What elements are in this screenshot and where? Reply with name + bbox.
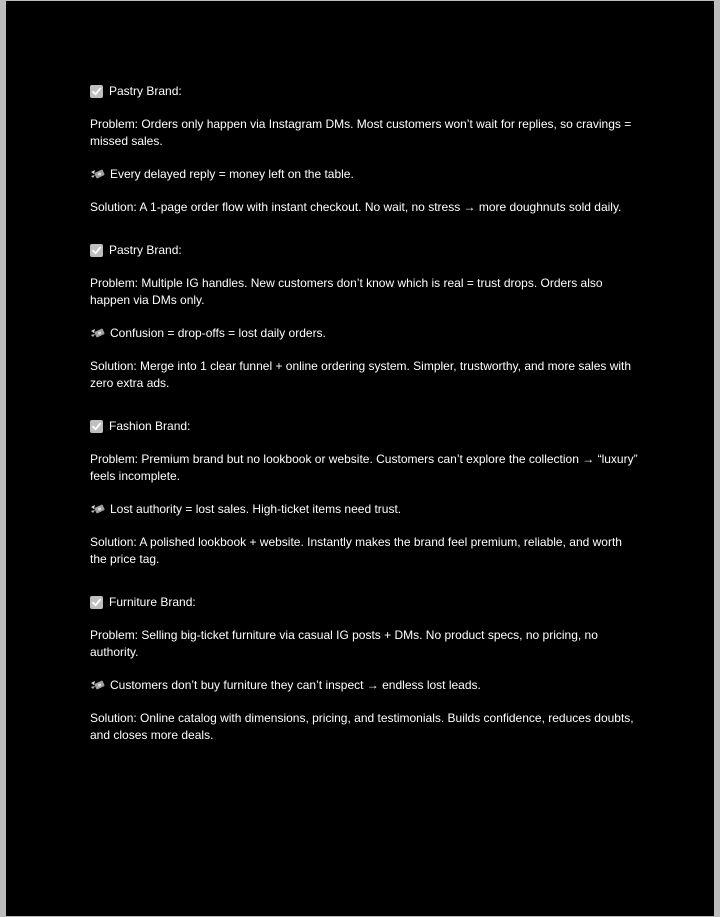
- section-heading: [90, 418, 638, 435]
- document-content: [90, 83, 638, 770]
- impact-line: [90, 677, 638, 694]
- section-heading: [90, 83, 638, 100]
- impact-text: Confusion = drop-offs = lost daily orders.: [110, 326, 326, 340]
- check-mark-button-icon: [90, 596, 103, 609]
- impact-line: [90, 325, 638, 342]
- case-study-section: [90, 83, 638, 216]
- solution-text: Solution: Online catalog with dimensions, pricing, and testimonials. Builds confidence, reduces doubts, and closes more deals.: [90, 711, 634, 742]
- section-heading-text: Fashion Brand:: [109, 419, 191, 433]
- impact-text: Customers don’t buy furniture they can’t inspect → endless lost leads.: [110, 678, 481, 692]
- impact-line: [90, 501, 638, 518]
- case-study-section: [90, 418, 638, 568]
- case-study-section: [90, 594, 638, 744]
- section-heading-text: Furniture Brand:: [109, 595, 196, 609]
- solution-text: Solution: A 1-page order flow with instant checkout. No wait, no stress → more doughnuts sold daily.: [90, 200, 622, 214]
- section-heading-text: Pastry Brand:: [109, 243, 182, 257]
- impact-text: Lost authority = lost sales. High-ticket items need trust.: [110, 502, 402, 516]
- check-mark-button-icon: [90, 244, 103, 257]
- impact-line: [90, 166, 638, 183]
- check-mark-button-icon: [90, 85, 103, 98]
- section-heading: [90, 242, 638, 259]
- problem-text: Problem: Orders only happen via Instagram DMs. Most customers won’t wait for replies, so cravings = missed sales.: [90, 117, 632, 148]
- case-study-section: [90, 242, 638, 392]
- solution-text: Solution: A polished lookbook + website. Instantly makes the brand feel premium, reliable, and worth the price tag.: [90, 535, 622, 566]
- section-heading-text: Pastry Brand:: [109, 84, 182, 98]
- impact-text: Every delayed reply = money left on the table.: [110, 167, 354, 181]
- problem-text: Problem: Premium brand but no lookbook or website. Customers can’t explore the collection → “luxury” feels incomplete.: [90, 452, 638, 483]
- solution-text: Solution: Merge into 1 clear funnel + online ordering system. Simpler, trustworthy, and more sales with zero extra ads.: [90, 359, 632, 390]
- section-heading: [90, 594, 638, 611]
- check-mark-button-icon: [90, 420, 103, 433]
- problem-text: Problem: Multiple IG handles. New customers don’t know which is real = trust drops. Orders also happen via DMs only.: [90, 276, 603, 307]
- money-with-wings-icon: [90, 679, 105, 692]
- money-with-wings-icon: [90, 168, 105, 181]
- money-with-wings-icon: [90, 503, 105, 516]
- money-with-wings-icon: [90, 327, 105, 340]
- document-page: [6, 1, 714, 916]
- problem-text: Problem: Selling big-ticket furniture via casual IG posts + DMs. No product specs, no pricing, no authority.: [90, 628, 598, 659]
